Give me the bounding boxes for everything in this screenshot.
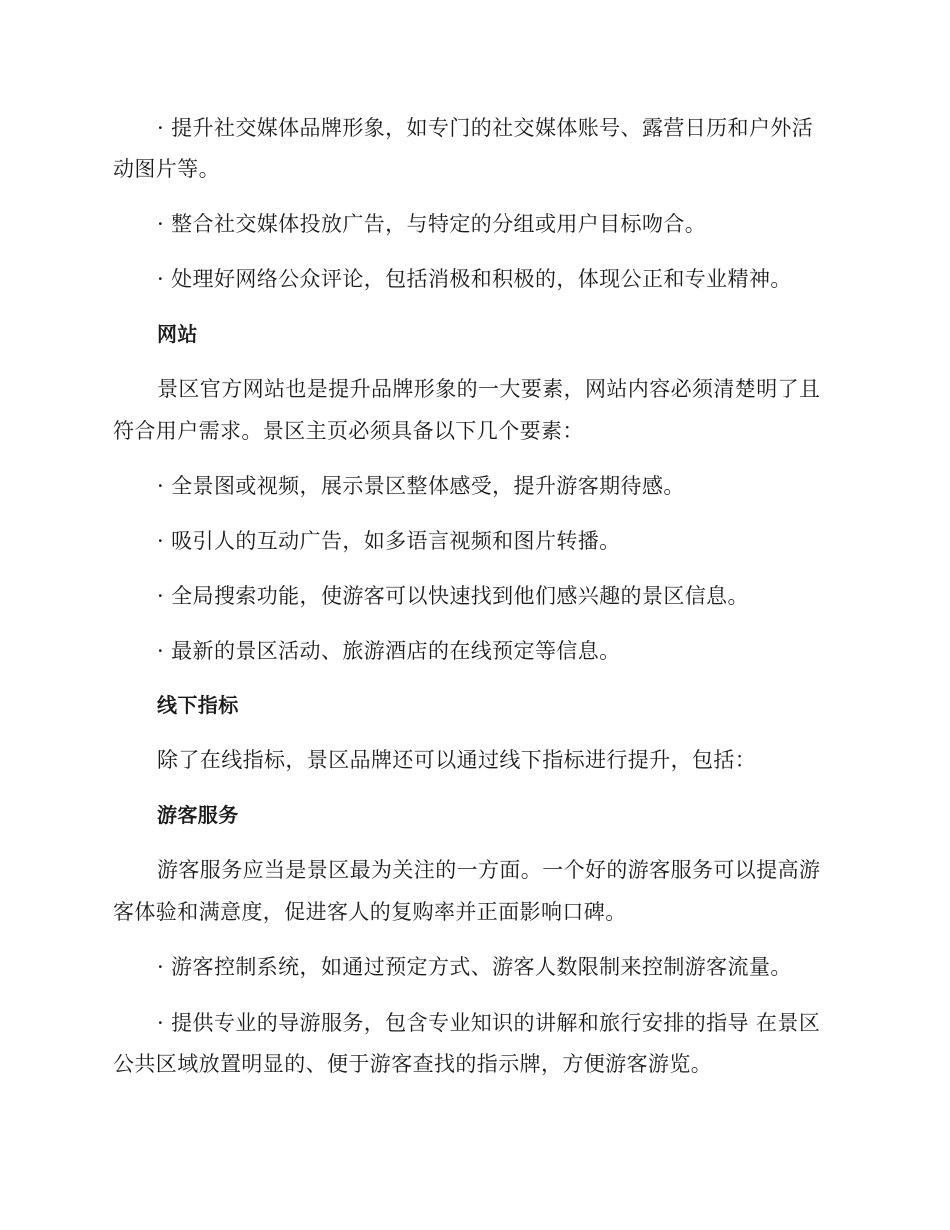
bullet-guide-service-line2: 公共区域放置明显的、便于游客查找的指示牌，方便游客游览。 — [113, 1052, 713, 1076]
offline-intro: 除了在线指标，景区品牌还可以通过线下指标进行提升，包括： — [157, 748, 757, 772]
website-intro-line2: 符合用户需求。景区主页必须具备以下几个要素： — [113, 419, 584, 443]
heading-website: 网站 — [157, 322, 198, 346]
heading-offline-metrics: 线下指标 — [157, 693, 239, 717]
website-intro-line1: 景区官方网站也是提升品牌形象的一大要素，网站内容必须清楚明了且 — [157, 377, 821, 401]
bullet-social-ads: · 整合社交媒体投放广告，与特定的分组或用户目标吻合。 — [157, 212, 707, 236]
service-intro-line1: 游客服务应当是景区最为关注的一方面。一个好的游客服务可以提高游 — [157, 858, 821, 882]
bullet-visitor-control: · 游客控制系统，如通过预定方式、游客人数限制来控制游客流量。 — [157, 955, 792, 979]
bullet-global-search: · 全局搜索功能，使游客可以快速找到他们感兴趣的景区信息。 — [157, 584, 749, 608]
bullet-guide-service-line1: · 提供专业的导游服务，包含专业知识的讲解和旅行安排的指导 在景区 — [157, 1011, 821, 1035]
bullet-social-brand-line1: · 提升社交媒体品牌形象，如专门的社交媒体账号、露营日历和户外活 — [157, 116, 814, 140]
heading-visitor-service: 游客服务 — [157, 803, 239, 827]
bullet-panorama: · 全景图或视频，展示景区整体感受，提升游客期待感。 — [157, 474, 685, 498]
service-intro-line2: 客体验和满意度，促进客人的复购率并正面影响口碑。 — [113, 900, 627, 924]
bullet-public-comments: · 处理好网络公众评论，包括消极和积极的，体现公正和专业精神。 — [157, 267, 792, 291]
bullet-latest-events: · 最新的景区活动、旅游酒店的在线预定等信息。 — [157, 639, 621, 663]
bullet-interactive-ads: · 吸引人的互动广告，如多语言视频和图片转播。 — [157, 529, 621, 553]
bullet-social-brand-line2: 动图片等。 — [113, 157, 220, 181]
